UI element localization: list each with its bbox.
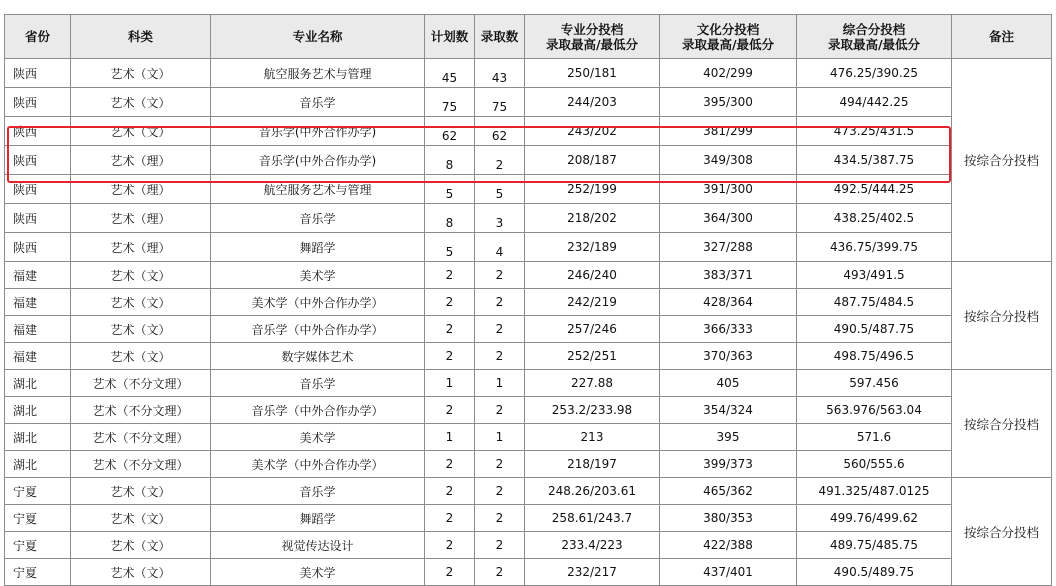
cell-comp-score: 571.6 <box>797 424 952 451</box>
cell-admit: 2 <box>475 397 525 424</box>
cell-comp-score: 491.325/487.0125 <box>797 478 952 505</box>
cell-remark: 按综合分投档 <box>952 370 1052 478</box>
cell-province: 湖北 <box>5 370 71 397</box>
cell-major: 音乐学 <box>211 88 425 117</box>
cell-comp-score: 436.75/399.75 <box>797 233 952 262</box>
header-comp-line1: 综合分投档 <box>842 21 906 37</box>
cell-province: 宁夏 <box>5 532 71 559</box>
cell-prof-score: 232/217 <box>525 559 660 586</box>
cell-category: 艺术（文） <box>71 505 211 532</box>
cell-cult-score: 437/401 <box>660 559 797 586</box>
cell-cult-score: 405 <box>660 370 797 397</box>
cell-admit: 5 <box>475 175 525 204</box>
cell-cult-score: 428/364 <box>660 289 797 316</box>
cell-plan: 2 <box>425 532 475 559</box>
table-row <box>5 233 1052 262</box>
cell-prof-score: 252/199 <box>525 175 660 204</box>
cell-remark: 按综合分投档 <box>952 478 1052 586</box>
table-row <box>5 88 1052 117</box>
cell-admit: 2 <box>475 505 525 532</box>
table-row <box>5 117 1052 146</box>
table-row <box>5 532 1052 559</box>
cell-prof-score: 227.88 <box>525 370 660 397</box>
cell-major: 音乐学 <box>211 478 425 505</box>
cell-admit: 2 <box>475 478 525 505</box>
cell-category: 艺术（不分文理） <box>71 397 211 424</box>
cell-comp-score: 494/442.25 <box>797 88 952 117</box>
cell-plan: 8 <box>425 204 475 233</box>
header-comp-score <box>797 15 952 59</box>
header-major: 专业名称 <box>211 15 425 59</box>
cell-comp-score: 490.5/487.75 <box>797 316 952 343</box>
cell-province: 湖北 <box>5 424 71 451</box>
cell-admit: 2 <box>475 316 525 343</box>
cell-comp-score: 493/491.5 <box>797 262 952 289</box>
table-row <box>5 289 1052 316</box>
cell-category: 艺术（理） <box>71 146 211 175</box>
cell-prof-score: 252/251 <box>525 343 660 370</box>
header-prof-score <box>525 15 660 59</box>
cell-major: 音乐学 <box>211 204 425 233</box>
cell-province: 福建 <box>5 262 71 289</box>
header-row <box>5 15 1052 59</box>
cell-prof-score: 257/246 <box>525 316 660 343</box>
cell-prof-score: 232/189 <box>525 233 660 262</box>
cell-category: 艺术（文） <box>71 532 211 559</box>
cell-plan: 2 <box>425 559 475 586</box>
header-remark: 备注 <box>952 15 1052 59</box>
cell-cult-score: 354/324 <box>660 397 797 424</box>
cell-category: 艺术（文） <box>71 343 211 370</box>
cell-comp-score: 560/555.6 <box>797 451 952 478</box>
table-row <box>5 397 1052 424</box>
cell-category: 艺术（不分文理） <box>71 424 211 451</box>
cell-plan: 5 <box>425 233 475 262</box>
cell-major: 音乐学（中外合作办学） <box>211 316 425 343</box>
cell-plan: 2 <box>425 343 475 370</box>
cell-comp-score: 499.76/499.62 <box>797 505 952 532</box>
cell-admit: 2 <box>475 343 525 370</box>
cell-cult-score: 327/288 <box>660 233 797 262</box>
cell-prof-score: 213 <box>525 424 660 451</box>
cell-cult-score: 402/299 <box>660 59 797 88</box>
table-row <box>5 175 1052 204</box>
cell-major: 航空服务艺术与管理 <box>211 59 425 88</box>
cell-cult-score: 465/362 <box>660 478 797 505</box>
cell-major: 音乐学 <box>211 370 425 397</box>
cell-comp-score: 434.5/387.75 <box>797 146 952 175</box>
cell-prof-score: 253.2/233.98 <box>525 397 660 424</box>
cell-prof-score: 218/197 <box>525 451 660 478</box>
cell-category: 艺术（文） <box>71 59 211 88</box>
cell-category: 艺术（文） <box>71 316 211 343</box>
admission-table <box>4 14 1052 586</box>
header-category: 科类 <box>71 15 211 59</box>
cell-major: 音乐学（中外合作办学） <box>211 397 425 424</box>
cell-province: 福建 <box>5 289 71 316</box>
cell-remark: 按综合分投档 <box>952 262 1052 370</box>
cell-major: 美术学（中外合作办学） <box>211 289 425 316</box>
table-row <box>5 451 1052 478</box>
cell-cult-score: 422/388 <box>660 532 797 559</box>
cell-plan: 2 <box>425 262 475 289</box>
cell-major: 数字媒体艺术 <box>211 343 425 370</box>
table-row <box>5 262 1052 289</box>
cell-prof-score: 218/202 <box>525 204 660 233</box>
cell-major: 音乐学(中外合作办学) <box>211 117 425 146</box>
cell-plan: 2 <box>425 316 475 343</box>
header-prof-line2: 录取最高/最低分 <box>545 36 639 52</box>
cell-prof-score: 233.4/223 <box>525 532 660 559</box>
cell-cult-score: 349/308 <box>660 146 797 175</box>
cell-cult-score: 364/300 <box>660 204 797 233</box>
header-cult-score <box>660 15 797 59</box>
header-cult-line2: 录取最高/最低分 <box>681 36 775 52</box>
cell-admit: 2 <box>475 146 525 175</box>
cell-major: 视觉传达设计 <box>211 532 425 559</box>
cell-comp-score: 438.25/402.5 <box>797 204 952 233</box>
cell-comp-score: 498.75/496.5 <box>797 343 952 370</box>
cell-admit: 1 <box>475 424 525 451</box>
cell-admit: 43 <box>475 59 525 88</box>
cell-admit: 2 <box>475 289 525 316</box>
cell-major: 舞蹈学 <box>211 233 425 262</box>
cell-cult-score: 366/333 <box>660 316 797 343</box>
cell-comp-score: 476.25/390.25 <box>797 59 952 88</box>
cell-prof-score: 250/181 <box>525 59 660 88</box>
cell-admit: 62 <box>475 117 525 146</box>
cell-cult-score: 399/373 <box>660 451 797 478</box>
cell-prof-score: 208/187 <box>525 146 660 175</box>
cell-major: 美术学 <box>211 424 425 451</box>
cell-plan: 8 <box>425 146 475 175</box>
cell-admit: 2 <box>475 262 525 289</box>
cell-category: 艺术（理） <box>71 175 211 204</box>
cell-category: 艺术（文） <box>71 289 211 316</box>
cell-category: 艺术（文） <box>71 117 211 146</box>
cell-province: 陕西 <box>5 88 71 117</box>
cell-province: 陕西 <box>5 204 71 233</box>
table-body <box>5 59 1052 586</box>
header-comp-line2: 录取最高/最低分 <box>827 36 921 52</box>
cell-plan: 1 <box>425 424 475 451</box>
table-row <box>5 316 1052 343</box>
header-province: 省份 <box>5 15 71 59</box>
cell-plan: 2 <box>425 397 475 424</box>
cell-admit: 2 <box>475 532 525 559</box>
cell-cult-score: 395/300 <box>660 88 797 117</box>
cell-major: 美术学 <box>211 559 425 586</box>
header-cult-line1: 文化分投档 <box>696 21 760 37</box>
cell-province: 陕西 <box>5 233 71 262</box>
cell-province: 宁夏 <box>5 478 71 505</box>
cell-province: 陕西 <box>5 117 71 146</box>
cell-province: 陕西 <box>5 59 71 88</box>
cell-prof-score: 243/202 <box>525 117 660 146</box>
cell-cult-score: 370/363 <box>660 343 797 370</box>
table-row <box>5 343 1052 370</box>
cell-prof-score: 242/219 <box>525 289 660 316</box>
cell-category: 艺术（文） <box>71 262 211 289</box>
cell-province: 陕西 <box>5 175 71 204</box>
cell-admit: 3 <box>475 204 525 233</box>
cell-category: 艺术（文） <box>71 559 211 586</box>
cell-cult-score: 380/353 <box>660 505 797 532</box>
cell-province: 湖北 <box>5 451 71 478</box>
table-row <box>5 505 1052 532</box>
table-row <box>5 370 1052 397</box>
cell-admit: 4 <box>475 233 525 262</box>
cell-prof-score: 244/203 <box>525 88 660 117</box>
table-row <box>5 559 1052 586</box>
cell-category: 艺术（理） <box>71 233 211 262</box>
cell-province: 陕西 <box>5 146 71 175</box>
cell-major: 航空服务艺术与管理 <box>211 175 425 204</box>
cell-cult-score: 395 <box>660 424 797 451</box>
cell-admit: 2 <box>475 451 525 478</box>
cell-comp-score: 489.75/485.75 <box>797 532 952 559</box>
cell-plan: 2 <box>425 505 475 532</box>
cell-admit: 75 <box>475 88 525 117</box>
cell-comp-score: 492.5/444.25 <box>797 175 952 204</box>
cell-comp-score: 473.25/431.5 <box>797 117 952 146</box>
cell-prof-score: 246/240 <box>525 262 660 289</box>
cell-remark: 按综合分投档 <box>952 59 1052 262</box>
cell-comp-score: 490.5/489.75 <box>797 559 952 586</box>
header-plan: 计划数 <box>425 15 475 59</box>
table-row <box>5 478 1052 505</box>
cell-province: 福建 <box>5 316 71 343</box>
cell-cult-score: 391/300 <box>660 175 797 204</box>
cell-admit: 1 <box>475 370 525 397</box>
cell-province: 福建 <box>5 343 71 370</box>
cell-plan: 2 <box>425 451 475 478</box>
cell-comp-score: 563.976/563.04 <box>797 397 952 424</box>
table-row <box>5 204 1052 233</box>
cell-province: 湖北 <box>5 397 71 424</box>
cell-province: 宁夏 <box>5 559 71 586</box>
cell-category: 艺术（理） <box>71 204 211 233</box>
cell-plan: 45 <box>425 59 475 88</box>
cell-cult-score: 383/371 <box>660 262 797 289</box>
table-row <box>5 59 1052 88</box>
table-row <box>5 146 1052 175</box>
cell-province: 宁夏 <box>5 505 71 532</box>
cell-cult-score: 381/299 <box>660 117 797 146</box>
cell-admit: 2 <box>475 559 525 586</box>
cell-category: 艺术（文） <box>71 478 211 505</box>
cell-prof-score: 258.61/243.7 <box>525 505 660 532</box>
cell-major: 舞蹈学 <box>211 505 425 532</box>
header-admit: 录取数 <box>475 15 525 59</box>
header-prof-line1: 专业分投档 <box>560 21 624 37</box>
cell-plan: 2 <box>425 289 475 316</box>
cell-plan: 5 <box>425 175 475 204</box>
cell-category: 艺术（不分文理） <box>71 370 211 397</box>
cell-plan: 62 <box>425 117 475 146</box>
cell-comp-score: 597.456 <box>797 370 952 397</box>
cell-major: 美术学 <box>211 262 425 289</box>
cell-major: 音乐学(中外合作办学) <box>211 146 425 175</box>
cell-category: 艺术（文） <box>71 88 211 117</box>
cell-category: 艺术（不分文理） <box>71 451 211 478</box>
cell-plan: 2 <box>425 478 475 505</box>
cell-major: 美术学（中外合作办学） <box>211 451 425 478</box>
admission-table-container <box>4 14 1052 586</box>
cell-comp-score: 487.75/484.5 <box>797 289 952 316</box>
cell-plan: 1 <box>425 370 475 397</box>
table-row <box>5 424 1052 451</box>
cell-plan: 75 <box>425 88 475 117</box>
cell-prof-score: 248.26/203.61 <box>525 478 660 505</box>
